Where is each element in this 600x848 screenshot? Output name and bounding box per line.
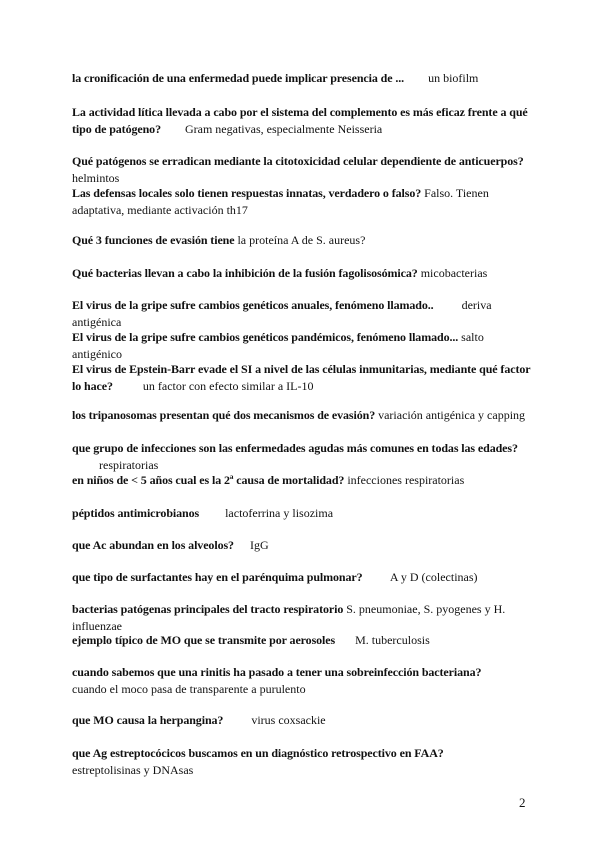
qa-item xyxy=(72,712,534,729)
answer: estreptolisinas y DNAsas xyxy=(72,762,194,777)
answer: cuando el moco pasa de transparente a purulento xyxy=(72,681,306,696)
question: El virus de la gripe sufre cambios genéticos anuales, fenómeno llamado.. xyxy=(72,298,434,312)
question: los tripanosomas presentan qué dos mecanismos de evasión? xyxy=(72,408,376,422)
answer: variación antigénica y capping xyxy=(378,408,526,422)
question: Qué 3 funciones de evasión tiene xyxy=(72,233,235,247)
answer: un factor con efecto similar a IL-10 xyxy=(142,378,314,393)
qa-item xyxy=(72,407,534,424)
qa-item xyxy=(72,297,534,330)
answer: Falso. Tienen adaptativa, mediante activación th17 xyxy=(72,186,489,217)
answer: micobacterias xyxy=(420,266,488,280)
answer: IgG xyxy=(249,538,269,552)
question: que tipo de surfactantes hay en el parénquima pulmonar? xyxy=(72,570,363,584)
qa-item xyxy=(72,70,534,87)
question: que Ac abundan en los alveolos? xyxy=(72,538,234,552)
qa-item xyxy=(72,361,534,394)
qa-item xyxy=(72,232,534,249)
qa-item xyxy=(72,632,534,649)
answer: S. pneumoniae, S. pyogenes y H. influenzae xyxy=(72,602,506,633)
question: Las defensas locales solo tienen respuestas innatas, verdadero o falso? xyxy=(72,186,422,200)
qa-item xyxy=(72,153,534,186)
question: El virus de la gripe sufre cambios genéticos pandémicos, fenómeno llamado... xyxy=(72,330,459,344)
qa-item xyxy=(72,601,534,634)
question: que MO causa la herpangina? xyxy=(72,713,224,727)
question: la cronificación de una enfermedad puede implicar presencia de ... xyxy=(72,71,405,85)
question: La actividad lítica llevada a cabo por el sistema del complemento es más eficaz frente a qué tipo de patógeno? xyxy=(72,105,528,136)
qa-item xyxy=(72,745,534,778)
answer: virus coxsackie xyxy=(251,713,326,727)
answer: lactoferrina y lisozima xyxy=(225,506,334,520)
answer: infecciones respiratorias xyxy=(347,473,465,487)
qa-item xyxy=(72,329,534,362)
question: ejemplo típico de MO que se transmite por aerosoles xyxy=(72,633,336,647)
qa-item xyxy=(72,472,534,489)
answer: deriva antigénica xyxy=(72,298,492,329)
qa-item xyxy=(72,569,534,586)
qa-item xyxy=(72,440,534,473)
question: en niños de < 5 años cual es la 2ª causa de mortalidad? xyxy=(72,473,345,487)
answer: la proteína A de S. aureus? xyxy=(237,233,366,247)
qa-item xyxy=(72,265,534,282)
question: que grupo de infecciones son las enfermedades agudas más comunes en todas las edades? xyxy=(72,441,518,455)
qa-item xyxy=(72,664,534,697)
question: El virus de Epstein-Barr evade el SI a nivel de las células inmunitarias, mediante qué factor lo hace? xyxy=(72,362,531,393)
question: Qué patógenos se erradican mediante la citotoxicidad celular dependiente de anticuerpos? xyxy=(72,154,524,168)
answer: respiratorias xyxy=(99,457,159,472)
qa-item xyxy=(72,104,534,137)
qa-item xyxy=(72,537,534,554)
question: cuando sabemos que una rinitis ha pasado a tener una sobreinfección bacteriana? xyxy=(72,665,482,679)
question: péptidos antimicrobianos xyxy=(72,506,200,520)
qa-item xyxy=(72,185,534,218)
answer: salto antigénico xyxy=(72,330,484,361)
answer: Gram negativas, especialmente Neisseria xyxy=(184,121,383,136)
qa-item xyxy=(72,505,534,522)
page-number: 2 xyxy=(519,795,526,810)
answer: helmintos xyxy=(72,170,120,185)
answer: M. tuberculosis xyxy=(355,633,430,647)
question: que Ag estreptocócicos buscamos en un diagnóstico retrospectivo en FAA? xyxy=(72,746,444,760)
answer: un biofilm xyxy=(428,71,479,85)
answer: A y D (colectinas) xyxy=(389,570,478,584)
question: bacterias patógenas principales del tracto respiratorio xyxy=(72,602,344,616)
question: Qué bacterias llevan a cabo la inhibición de la fusión fagolisosómica? xyxy=(72,266,418,280)
